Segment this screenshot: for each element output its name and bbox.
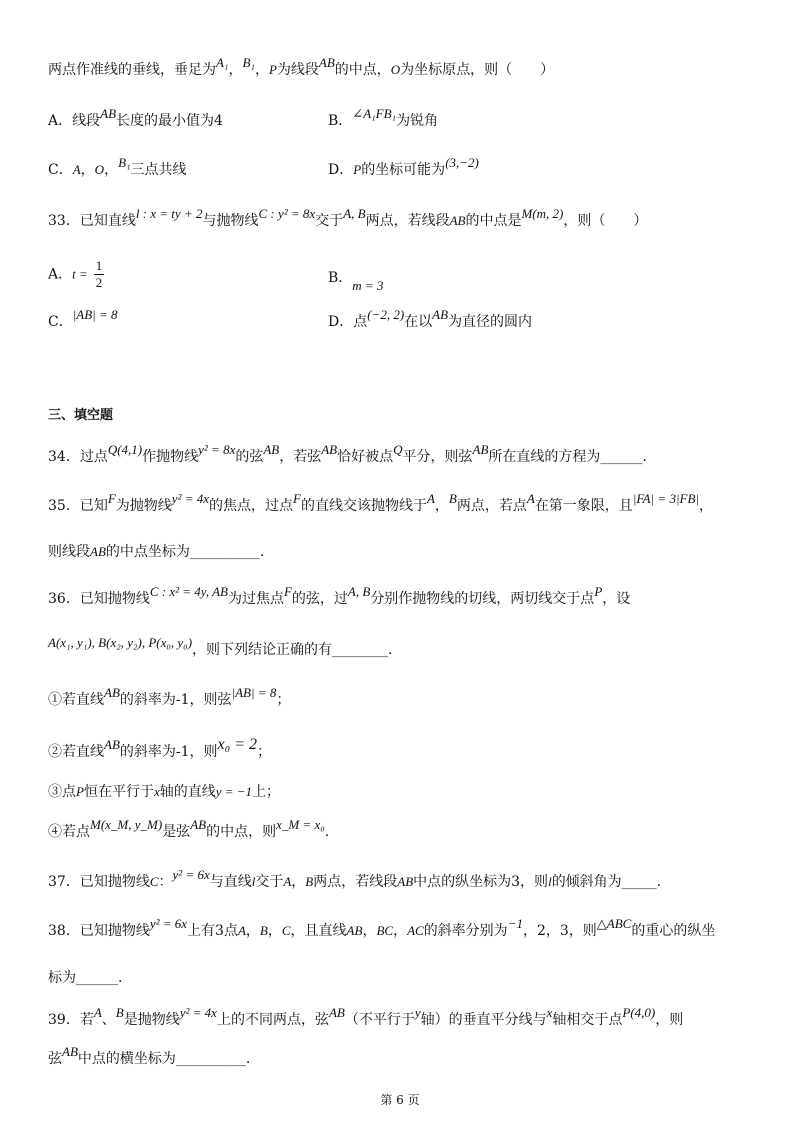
q36-statement-1: ①若直线AB的斜率为-1，则弦|AB| = 8； — [48, 685, 291, 708]
q36-statement-3: ③点P恒在平行于x轴的直线y = −1上； — [48, 784, 281, 800]
q38: 38．已知抛物线y² = 6x上有3点A，B，C，且直线AB，BC，AC的斜率分别为−1，2，3，则△ABC的重心的纵坐 — [48, 916, 716, 939]
q36: 36．已知抛物线C : x² = 4y, AB为过焦点F的弦，过A, B分别作抛物线的切线，两切线交于点P，设 — [48, 584, 631, 607]
q33-option-c: C．|AB| = 8 — [48, 307, 118, 330]
q39: 39．若A、B是抛物线y² = 4x上的不同两点，弦AB（不平行于y轴）的垂直平分线与x轴相交于点P(4,0)，则 — [48, 1005, 684, 1028]
q32-stem-continued: 两点作准线的垂线，垂足为A₁，B₁，P为线段AB的中点，O为坐标原点，则（ ） — [48, 55, 555, 78]
q32-option-a: A．线段AB长度的最小值为4 — [48, 106, 223, 129]
q33-option-a: A．t = $\frac{1}{2}$ — [48, 258, 103, 290]
q36-continued: A(x₁, y₁), B(x₂, y₂), P(x₀, y₀)，则下列结论正确的有________. — [48, 635, 393, 658]
q37: 37．已知抛物线C：y² = 6x与直线l交于A，B两点，若线段AB中点的纵坐标为3，则l的倾斜角为_____. — [48, 867, 662, 890]
q32-option-d: D．P的坐标可能为(3,−2) — [328, 155, 479, 178]
q38-continued: 标为______. — [48, 970, 123, 986]
q35-continued: 则线段AB的中点坐标为__________. — [48, 544, 265, 560]
q33-option-d: D．点(−2, 2)在以AB为直径的圆内 — [328, 307, 533, 330]
q32-option-c: C．A，O，B₁三点共线 — [48, 155, 187, 178]
q32-option-b: B．∠A₁FB₁为锐角 — [328, 106, 439, 129]
q36-statement-2: ②若直线AB的斜率为-1，则x₀ = 2； — [48, 736, 271, 760]
fraction-one-half: $\frac{1}{2}$ — [95, 258, 103, 290]
page-number: 第 6 页 — [380, 1093, 420, 1107]
q35: 35．已知F为抛物线y² = 4x的焦点，过点F的直线交该抛物线于A，B两点，若点A在第一象限，且|FA| = 3|FB|， — [48, 491, 713, 514]
q36-statement-4: ④若点M(x_M, y_M)是弦AB的中点，则x_M = x₀. — [48, 817, 330, 840]
q33-option-b: B．m = 3 — [328, 270, 384, 293]
q34: 34．过点Q(4,1)作抛物线y² = 8x的弦AB，若弦AB恰好被点Q平分，则弦AB所在直线的方程为______. — [48, 442, 647, 465]
section-heading: 三、填空题 — [48, 408, 114, 423]
q33-stem: 33．已知直线l : x = ty + 2与抛物线C : y² = 8x交于A, B两点，若线段AB的中点是M(m, 2)，则（ ） — [48, 206, 648, 229]
q39-continued: 弦AB中点的横坐标为__________. — [48, 1044, 251, 1067]
